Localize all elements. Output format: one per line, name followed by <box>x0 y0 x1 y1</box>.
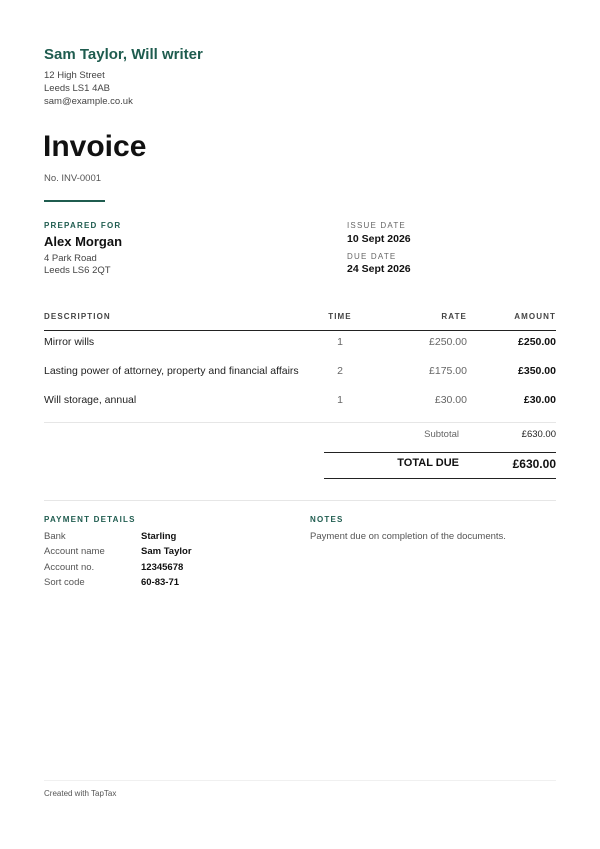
notes-text: Payment due on completion of the documents. <box>310 531 506 542</box>
row-description: Will storage, annual <box>44 394 137 406</box>
payment-details-label: PAYMENT DETAILS <box>44 515 136 524</box>
title-underline <box>44 200 105 202</box>
row-description: Mirror wills <box>44 336 95 348</box>
document-title: Invoice <box>43 130 147 163</box>
row-time: 1 <box>337 336 343 348</box>
total-top-rule <box>324 452 556 453</box>
footer-credit: Created with TapTax <box>44 789 117 798</box>
column-header-amount: AMOUNT <box>514 312 556 321</box>
sender-name: Sam Taylor, Will writer <box>44 46 203 63</box>
issue-date-label: ISSUE DATE <box>347 221 406 230</box>
payment-row-label: Account name <box>44 546 105 557</box>
client-name: Alex Morgan <box>44 234 123 249</box>
table-bottom-rule <box>44 422 556 423</box>
total-due-label: TOTAL DUE <box>397 457 459 469</box>
sender-address-line: 12 High Street <box>44 70 105 81</box>
payment-row-label: Sort code <box>44 577 85 588</box>
column-header-time: TIME <box>328 312 352 321</box>
payment-row-value: Sam Taylor <box>141 546 192 557</box>
row-amount: £250.00 <box>518 336 556 348</box>
column-header-description: DESCRIPTION <box>44 312 111 321</box>
row-time: 2 <box>337 365 343 377</box>
section-divider <box>44 500 556 501</box>
issue-date-value: 10 Sept 2026 <box>347 233 411 245</box>
subtotal-label: Subtotal <box>424 429 459 440</box>
prepared-for-label: PREPARED FOR <box>44 221 122 230</box>
client-address-line: 4 Park Road <box>44 253 97 264</box>
sender-email: sam@example.co.uk <box>44 96 133 107</box>
payment-row-value: Starling <box>141 531 177 542</box>
table-header-rule <box>44 330 556 331</box>
payment-row-value: 12345678 <box>141 562 184 573</box>
row-rate: £175.00 <box>429 365 467 377</box>
payment-row-label: Account no. <box>44 562 95 573</box>
invoice-number: No. INV-0001 <box>44 173 102 184</box>
footer-rule <box>44 780 556 781</box>
row-description: Lasting power of attorney, property and financial affairs <box>44 365 299 377</box>
total-due-value: £630.00 <box>512 457 556 471</box>
due-date-label: DUE DATE <box>347 252 397 261</box>
subtotal-value: £630.00 <box>521 429 556 440</box>
payment-row-label: Bank <box>44 531 66 542</box>
due-date-value: 24 Sept 2026 <box>347 263 411 275</box>
payment-row-value: 60-83-71 <box>141 577 180 588</box>
row-rate: £30.00 <box>434 394 467 406</box>
client-address-line: Leeds LS6 2QT <box>44 265 111 276</box>
total-bottom-rule <box>324 478 556 479</box>
row-amount: £350.00 <box>518 365 556 377</box>
sender-address-line: Leeds LS1 4AB <box>44 83 111 94</box>
row-time: 1 <box>337 394 343 406</box>
row-rate: £250.00 <box>429 336 467 348</box>
row-amount: £30.00 <box>523 394 556 406</box>
column-header-rate: RATE <box>441 312 467 321</box>
notes-label: NOTES <box>310 515 344 524</box>
